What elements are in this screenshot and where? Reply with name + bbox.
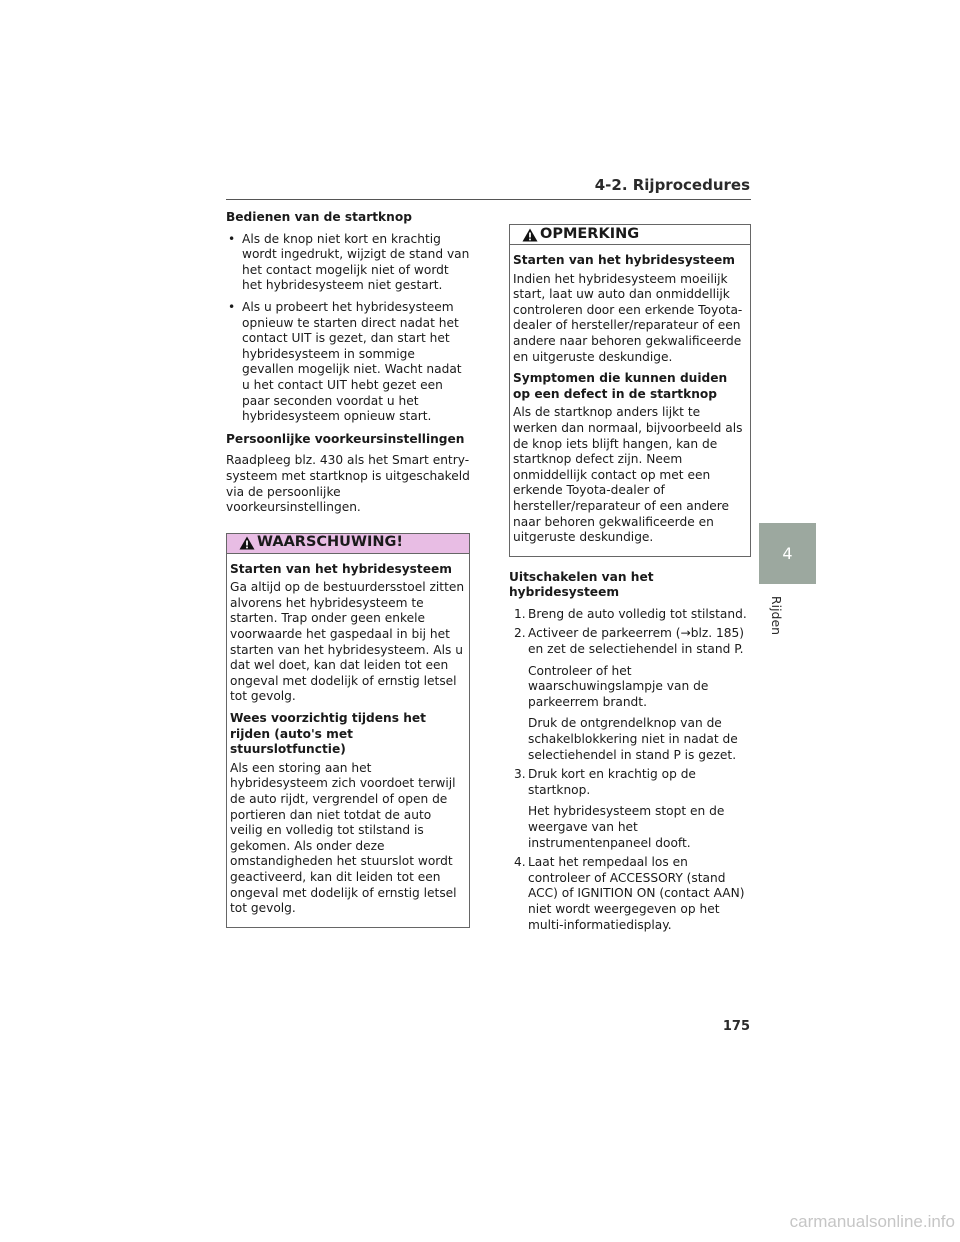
step-text: Laat het rempedaal los en controleer of ACCESSORY (stand ACC) of IGNITION ON (contact AAN) niet wordt weergegeven op het multi-informatiedisplay.	[528, 855, 745, 932]
section-title: 4-2. Rijprocedures	[594, 176, 750, 194]
warning-triangle-icon	[522, 228, 538, 242]
notice-title: OPMERKING	[540, 225, 640, 242]
warning-header	[227, 534, 469, 554]
right-column	[509, 224, 751, 937]
warning-box	[226, 533, 470, 928]
chapter-tab[interactable]	[759, 523, 816, 584]
warning-heading-1: Starten van het hybridesysteem	[230, 561, 452, 576]
step-text: Activeer de parkeerrem (→blz. 185) en zet de selectiehendel in stand P.	[528, 626, 745, 657]
stopping-steps	[509, 607, 751, 933]
operating-bullet-list	[226, 232, 470, 425]
warning-title: WAARSCHUWING!	[257, 534, 403, 551]
chapter-label	[766, 590, 788, 640]
step-number: 3.	[514, 767, 526, 782]
step-number: 1.	[514, 606, 526, 621]
page-number: 175	[722, 1019, 750, 1034]
step-item	[509, 607, 751, 623]
operating-heading: Bedienen van de startknop	[226, 210, 412, 224]
step-number: 4.	[514, 855, 526, 870]
warning-heading-2: Wees voorzichtig tijdens het rijden (auto's met stuurslotfunctie)	[230, 711, 426, 757]
notice-heading-2: Symptomen die kunnen duiden op een defect in de startknop	[513, 371, 728, 401]
step-item	[509, 767, 751, 851]
chapter-label-text: Rijden	[769, 595, 785, 635]
step-item	[509, 626, 751, 763]
left-column	[226, 210, 470, 938]
notice-text-2: Als de startknop anders lijkt te werken dan normaal, bijvoorbeeld als de knop iets blijft hangen, kan de startknop defect zijn. Neem onmiddellijk contact op met een erkende Toyota-dealer of hersteller/reparateur of een andere naar behoren gekwalificeerde en uitgeruste deskundige.	[513, 405, 743, 545]
step-text: Druk kort en krachtig op de startknop.	[528, 767, 696, 797]
warning-text-1: Ga altijd op de bestuurdersstoel zitten alvorens het hybridesysteem te starten. Trap onder geen enkele voorwaarde het gaspedaal in bij het starten van het hybridesysteem. Als u dat wel doet, kan dat leiden tot een ongeval met dodelijk of ernstig letsel tot gevolg.	[230, 580, 465, 704]
step-subtext: Druk de ontgrendelknop van de schakelblokkering niet in nadat de selectiehendel in stand P is gezet.	[528, 716, 738, 762]
step-item	[509, 855, 751, 933]
step-number: 2.	[514, 626, 526, 641]
bullet-item: • Als de knop niet kort en krachtig wordt ingedrukt, wijzigt de stand van het contact mogelijk niet of wordt het hybridesysteem niet gestart.	[226, 232, 470, 294]
warning-body	[227, 554, 469, 927]
personal-settings-text: Raadpleeg blz. 430 als het Smart entry-systeem met startknop is uitgeschakeld via de persoonlijke voorkeursinstellingen.	[226, 453, 470, 515]
watermark: carmanualsonline.info	[789, 1212, 955, 1231]
header-divider	[226, 199, 751, 200]
notice-box	[509, 224, 751, 557]
notice-text-1: Indien het hybridesysteem moeilijk start, laat uw auto dan onmiddellijk controleren door een erkende Toyota-dealer of hersteller/reparateur of een andere naar behoren gekwalificeerde en uitgeruste deskundige.	[513, 271, 743, 364]
notice-body	[510, 245, 750, 556]
bullet-item: • Als u probeert het hybridesysteem opnieuw te starten direct nadat het contact UIT is gezet, dan start het hybridesysteem in sommige gevallen mogelijk niet. Wacht nadat u het contact UIT hebt gezet een paar seconden voordat u het hybridesysteem opnieuw start.	[226, 300, 470, 425]
notice-header	[510, 225, 750, 245]
step-text: Breng de auto volledig tot stilstand.	[528, 606, 747, 621]
notice-heading-1: Starten van het hybridesysteem	[513, 253, 735, 267]
step-subtext: Het hybridesysteem stopt en de weergave van het instrumentenpaneel dooft.	[528, 804, 725, 850]
chapter-number: 4	[782, 544, 793, 563]
stopping-heading: Uitschakelen van het hybridesysteem	[509, 569, 654, 600]
warning-text-2: Als een storing aan het hybridesysteem zich voordoet terwijl de auto rijdt, vergrendel of open de portieren dan niet totdat de auto veilig en volledig tot stilstand is gekomen. Als onder deze omstandigheden het stuurslot wordt geactiveerd, kan dit leiden tot een ongeval met dodelijk of ernstig letsel tot gevolg.	[230, 760, 457, 916]
step-subtext: Controleer of het waarschuwingslampje van de parkeerrem brandt.	[528, 663, 709, 709]
personal-settings-heading: Persoonlijke voorkeursinstellingen	[226, 431, 465, 446]
warning-triangle-icon	[239, 536, 255, 550]
